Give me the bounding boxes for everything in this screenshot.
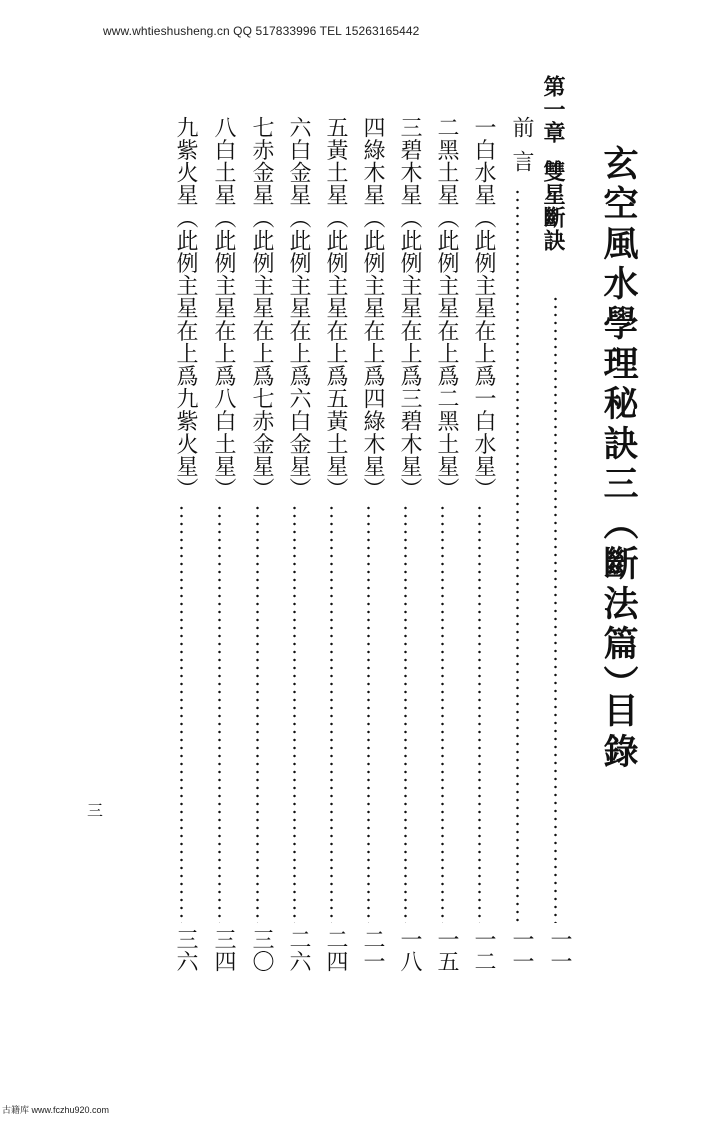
toc-entry xyxy=(466,0,494,1000)
toc-entry-label: 四綠木星（此例主星在上爲四綠木星） xyxy=(360,116,385,501)
toc-entry-label: 八白土星（此例主星在上爲八白土星） xyxy=(211,116,236,501)
toc-entry xyxy=(244,0,272,1000)
toc-entry xyxy=(355,0,383,1000)
footer-watermark: 古籍库 www.fczhu920.com xyxy=(2,1105,110,1115)
toc-dot-leader xyxy=(367,504,370,923)
chapter-number: 第一章 xyxy=(540,75,566,144)
toc-page-number: 三六 xyxy=(173,928,198,972)
chapter-title: 雙星斷訣 xyxy=(540,160,566,252)
toc-heading: 目錄 xyxy=(598,692,639,774)
toc-entry xyxy=(318,0,346,1000)
toc-page-number: 二一 xyxy=(360,928,385,972)
toc-dot-leader xyxy=(293,504,296,923)
toc-dot-leader xyxy=(180,504,183,923)
toc-page-number: 三〇 xyxy=(249,928,274,972)
toc-entry-label: 二黑土星（此例主星在上爲二黑土星） xyxy=(434,116,459,501)
chapter-dot-leader xyxy=(554,295,557,923)
toc-entry-label: 六白金星（此例主星在上爲六白金星） xyxy=(286,116,311,501)
toc-entry xyxy=(392,0,420,1000)
toc-entry-label: 三碧木星（此例主星在上爲三碧木星） xyxy=(397,116,422,501)
toc-dot-leader xyxy=(441,504,444,923)
toc-entry xyxy=(168,0,196,1000)
toc-entry-label: 一白水星（此例主星在上爲一白水星） xyxy=(471,116,496,501)
book-title: 玄空風水學理秘訣三（斷法篇） xyxy=(598,145,639,705)
toc-dot-leader xyxy=(516,188,519,923)
toc-entry xyxy=(206,0,234,1000)
toc-entry-label: 前言 xyxy=(509,116,534,184)
chapter-leader xyxy=(542,0,570,1000)
toc-dot-leader xyxy=(256,504,259,923)
toc-page-number: 一一 xyxy=(509,928,534,972)
toc-page-number: 二六 xyxy=(286,928,311,972)
toc-entry xyxy=(281,0,309,1000)
toc-entry xyxy=(429,0,457,1000)
toc-page-number: 一五 xyxy=(434,928,459,972)
toc-dot-leader xyxy=(330,504,333,923)
chapter-page-number: 一一 xyxy=(547,928,572,972)
toc-entry-label: 九紫火星（此例主星在上爲九紫火星） xyxy=(173,116,198,501)
toc-dot-leader xyxy=(478,504,481,923)
toc-page-number: 一二 xyxy=(471,928,496,972)
toc-page-number: 一八 xyxy=(397,928,422,972)
margin-page-number: 三 xyxy=(87,801,104,820)
toc-page-number: 三四 xyxy=(211,928,236,972)
toc-dot-leader xyxy=(218,504,221,923)
toc-dot-leader xyxy=(404,504,407,923)
toc-page-number: 二四 xyxy=(323,928,348,972)
header-url-line: www.whtieshusheng.cn QQ 517833996 TEL 15263165442 xyxy=(103,24,420,38)
toc-entry-label: 五黃土星（此例主星在上爲五黃土星） xyxy=(323,116,348,501)
toc-entry-preface xyxy=(504,0,532,1000)
toc-entry-label: 七赤金星（此例主星在上爲七赤金星） xyxy=(249,116,274,501)
